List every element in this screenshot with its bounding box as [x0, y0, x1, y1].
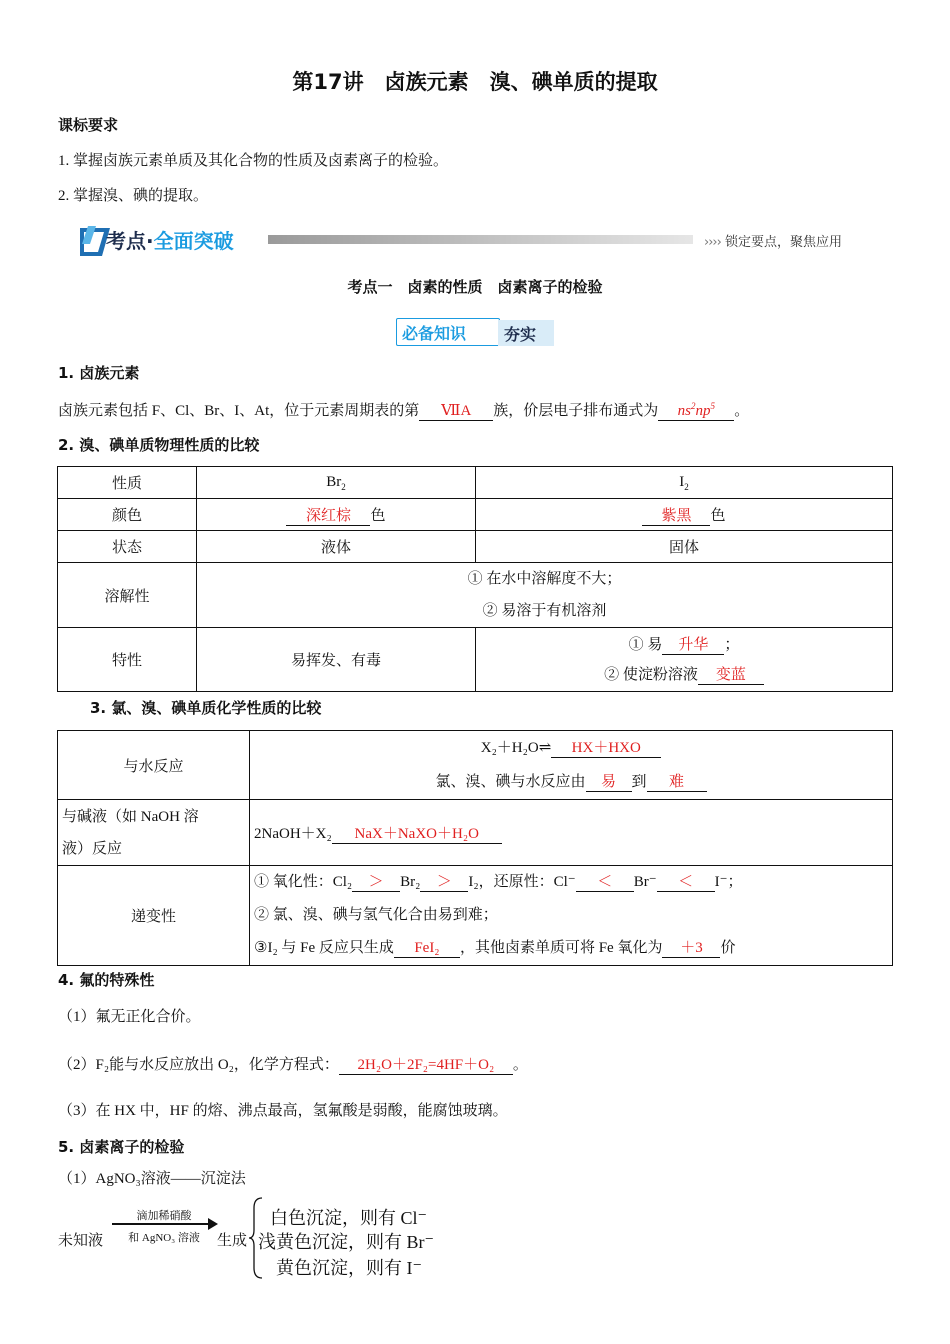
s1-config-sup1: 2 [690, 401, 696, 411]
cell-trend-label: 递变性 [58, 866, 250, 966]
trend3-answer-a: FeI₂ [394, 940, 460, 958]
s5-item-1: （1）AgNO₃溶液——沉淀法 [58, 1171, 246, 1187]
s4-item-1: （1）氟无正化合价。 [58, 1009, 201, 1025]
cell-character-label: 特性 [58, 628, 197, 692]
i-color-answer: 紫黑 [642, 508, 710, 526]
banner-title [106, 225, 234, 254]
cell-state-label: 状态 [58, 531, 197, 563]
s5-heading: 5. 卤素离子的检验 [58, 1138, 185, 1156]
s4-heading: 4. 氟的特殊性 [58, 971, 155, 989]
i-character-line-2 [476, 660, 892, 690]
header-i-sub: 2 [684, 481, 689, 492]
cell-solubility [197, 563, 893, 628]
cell-i-color [476, 499, 893, 531]
banner-arrows-icon: ›››› [704, 235, 721, 250]
trend-line-2: ② 氯、溴、碘与氢气化合由易到难； [254, 907, 498, 923]
banner-bar [268, 235, 693, 244]
cell-header-i [476, 467, 893, 499]
cell-i-character [476, 628, 893, 692]
unknown-solution-label: 未知液 [58, 1233, 104, 1249]
base-label-line-1: 与碱液（如 NaOH 溶 [62, 808, 199, 825]
requirements-heading: 课标要求 [58, 116, 119, 134]
trend3-mid: ，其他卤素单质可将 Fe 氧化为 [459, 940, 663, 956]
cell-water-label: 与水反应 [58, 731, 250, 800]
cell-base-label [58, 800, 250, 866]
water-eq: X₂＋H₂O⇌ [480, 740, 552, 756]
banner-caption-text: 锁定要点，聚焦应用 [724, 235, 842, 250]
base-label-line-2: 液）反应 [62, 840, 123, 857]
water-answer: HX＋HXO [551, 740, 661, 758]
trend-line-1 [254, 866, 892, 899]
i-color-suffix: 色 [710, 507, 726, 524]
s3-heading: 3. 氯、溴、碘单质化学性质的比较 [90, 699, 322, 717]
red-mid: Br⁻ [633, 874, 657, 890]
cell-trend [250, 866, 893, 966]
i-char1-answer: 升华 [662, 637, 724, 655]
water2-answer-b: 难 [647, 774, 707, 792]
s1-heading: 1. 卤族元素 [58, 364, 140, 382]
s1-text-c: 。 [734, 403, 750, 419]
chemical-properties-table [57, 730, 893, 966]
banner-title-dot: · [146, 229, 154, 253]
s4-item-2 [58, 1053, 528, 1075]
trend3-answer-b: ＋3 [662, 940, 720, 958]
trend3-post: 价 [720, 940, 736, 956]
s4-item-2-pre: （2）F₂能与水反应放出 O₂，化学方程式： [58, 1057, 339, 1073]
banner-caption [704, 231, 842, 250]
s1-text-b: 族，价层电子排布通式为 [493, 403, 659, 419]
cell-header-property: 性质 [58, 467, 197, 499]
tag-right: 夯实 [504, 325, 537, 344]
ox-answer-a: ＞ [352, 874, 400, 892]
s1-config-np: np [695, 403, 711, 419]
base-answer: NaX＋NaXO＋H₂O [332, 826, 502, 844]
ox-mid: Br₂ [400, 874, 421, 890]
result-yellow: 黄色沉淀，则有 I⁻ [276, 1258, 422, 1278]
solubility-line-1: ① 在水中溶解度不大； [467, 571, 622, 587]
i-char2-answer: 变蓝 [698, 667, 764, 685]
cell-i-state: 固体 [476, 531, 893, 563]
requirement-item-2: 2. 掌握溴、碘的提取。 [58, 188, 209, 204]
water2-answer-a: 易 [586, 774, 632, 792]
br-color-suffix: 色 [370, 507, 386, 524]
cell-br-character: 易挥发、有毒 [197, 628, 476, 692]
cell-water-reaction [250, 731, 893, 800]
red-answer-b: ＜ [657, 874, 715, 892]
result-pale-yellow: 浅黄色沉淀，则有 Br⁻ [258, 1232, 435, 1252]
physical-properties-table [57, 466, 893, 692]
s1-config-ns: ns [677, 403, 691, 419]
i-char2-pre: ② 使淀粉溶液 [604, 666, 698, 683]
s4-item-3: （3）在 HX 中，HF 的熔、沸点最高，氢氟酸是弱酸，能腐蚀玻璃。 [58, 1103, 508, 1119]
ox-pre: ① 氧化性：Cl₂ [254, 874, 353, 890]
s1-config-sup2: 5 [710, 401, 715, 411]
i-character-line-1 [476, 630, 892, 660]
tag-left: 必备知识 [402, 324, 467, 343]
cell-color-label: 颜色 [58, 499, 197, 531]
header-i-text: I [679, 473, 685, 490]
s1-text-a: 卤族元素包括 F、Cl、Br、I、At，位于元素周期表的第 [58, 403, 420, 419]
water2-pre: 氯、溴、碘与水反应由 [435, 774, 586, 790]
arrow-top-label: 滴加稀硝酸 [136, 1210, 192, 1222]
trend-line-3 [254, 932, 892, 965]
header-br-sub: 2 [341, 481, 346, 492]
generate-label: 生成 [217, 1233, 248, 1249]
cell-base-reaction [250, 800, 893, 866]
solubility-line-2: ② 易溶于有机溶剂 [482, 603, 607, 619]
ox-post: I₂，还原性：Cl⁻ [468, 874, 576, 890]
s2-heading: 2. 溴、碘单质物理性质的比较 [58, 436, 260, 454]
s1-answer-group: ⅦA [419, 403, 493, 421]
i-char1-post: ； [724, 636, 740, 653]
s4-item-2-answer: 2H₂O＋2F₂=4HF＋O₂ [339, 1057, 513, 1075]
br-color-answer: 深红棕 [286, 508, 370, 526]
water-line-1 [250, 731, 892, 765]
ox-answer-b: ＞ [420, 874, 468, 892]
result-white: 白色沉淀，则有 Cl⁻ [270, 1208, 428, 1228]
arrow-bottom-label: 和 AgNO₃ 溶液 [128, 1232, 200, 1244]
cell-header-br [197, 467, 476, 499]
banner-title-a: 考点 [106, 229, 146, 253]
trend3-pre: ③I₂ 与 Fe 反应只生成 [254, 940, 394, 956]
requirement-item-1: 1. 掌握卤族元素单质及其化合物的性质及卤素离子的检验。 [58, 153, 449, 169]
water2-mid: 到 [631, 774, 647, 790]
base-eq: 2NaOH＋X₂ [254, 825, 332, 842]
i-char1-pre: ① 易 [628, 636, 663, 653]
cell-br-state: 液体 [197, 531, 476, 563]
reaction-arrow-line [112, 1223, 216, 1225]
s1-answer-config [658, 398, 734, 421]
s1-text [58, 398, 749, 421]
water-line-2 [250, 765, 892, 799]
cell-br-color [197, 499, 476, 531]
red-post: I⁻； [714, 874, 743, 890]
header-br-text: Br [326, 473, 342, 490]
red-answer-a: ＜ [576, 874, 634, 892]
cell-solubility-label: 溶解性 [58, 563, 197, 628]
page-title: 第17讲 卤族元素 溴、碘单质的提取 [292, 70, 658, 94]
section-title: 考点一 卤素的性质 卤素离子的检验 [347, 278, 603, 296]
s4-item-2-post: 。 [512, 1057, 528, 1073]
banner-title-b: 全面突破 [153, 229, 234, 253]
